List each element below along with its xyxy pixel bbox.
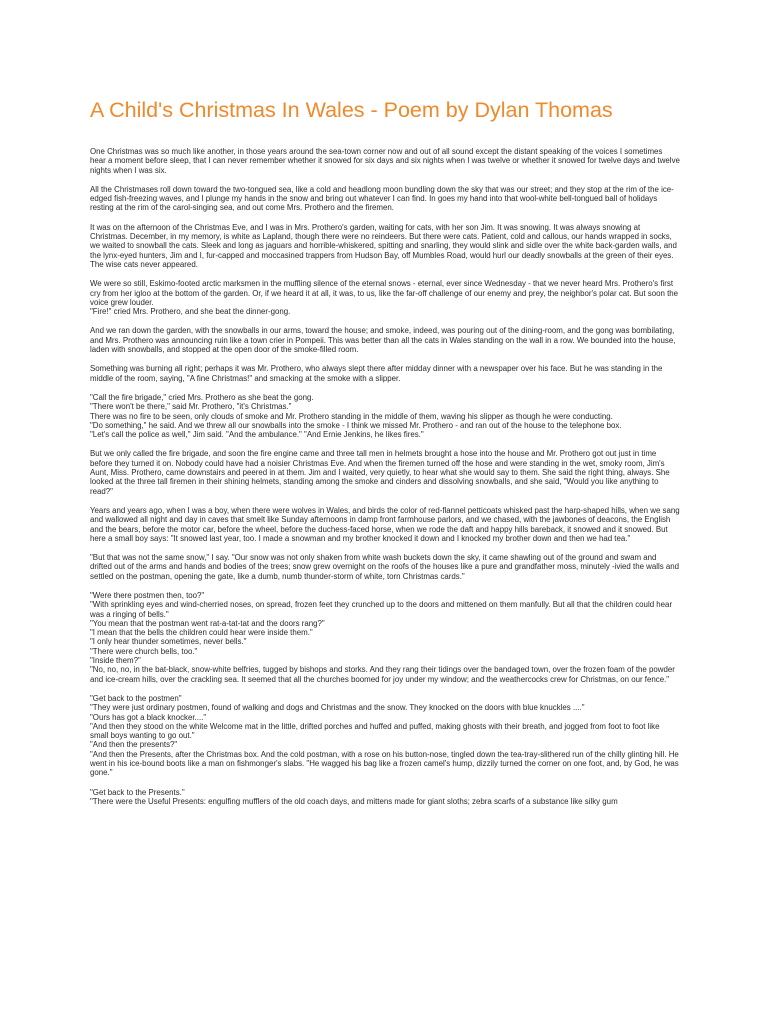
paragraph-line: It was on the afternoon of the Christmas Eve, and I was in Mrs. Prothero's garden, waiting for cats, with her son Jim. It was snowing. It was always snowing at Christmas. December, in my memory, is white as Lapland, though there were no reindeers. But there were cats. Patient, cold and callous, our hands wrapped in socks, we waited to snowball the cats. Sleek and long as jaguars and horrible-whiskered, spitting and snarling, they would slink and sidle over the white back-garden walls, and the lynx-eyed hunters, Jim and I, fur-capped and moccasined trappers from Hudson Bay, off Mumbles Road, would hurl our deadly snowballs at the green of their eyes. The wise cats never appeared. — [90, 222, 680, 269]
poem-paragraph — [90, 506, 680, 543]
paragraph-line: "And then the Presents, after the Christmas box. And the cold postman, with a rose on his button-nose, tingled down the tea-tray-slithered run of the chilly glinting hill. He went in his ice-bound boots like a man on fishmonger's slabs. "He wagged his bag like a frozen camel's hump, dizzily turned the corner on one foot, and, by God, he was gone." — [90, 749, 681, 778]
paragraph-line: "I mean that the bells the children could hear were inside them." — [90, 628, 313, 638]
paragraph-line: "I only hear thunder sometimes, never bells." — [90, 637, 247, 647]
paragraph-line: "Call the fire brigade," cried Mrs. Prothero as she beat the gong. — [90, 392, 314, 402]
paragraph-line: "They were just ordinary postmen, found of walking and dogs and Christmas and the snow. They knocked on the doors with blue knuckles ...." — [90, 703, 585, 713]
page-title: A Child's Christmas In Wales - Poem by Dylan Thomas — [90, 98, 613, 122]
paragraph-line: "You mean that the postman went rat-a-tat-tat and the doors rang?" — [90, 618, 325, 628]
paragraph-line: "Get back to the postmen" — [90, 693, 182, 703]
poem-paragraph — [90, 553, 680, 581]
paragraph-line: "No, no, no, in the bat-black, snow-white belfries, tugged by bishops and storks. And they rang their tidings over the bandaged town, over the frozen foam of the powder and ice-cream hills, over the crackling sea. It seemed that all the churches boomed for joy under my window; and the weathercocks crew for Christmas, on our fence." — [90, 665, 678, 684]
paragraph-line: "Were there postmen then, too?" — [90, 590, 205, 600]
poem-paragraph — [90, 147, 683, 175]
poem-paragraph — [90, 326, 680, 354]
paragraph-line: "Inside them?" — [90, 656, 141, 666]
poem-paragraph — [90, 591, 680, 684]
poem-paragraph — [90, 449, 680, 495]
paragraph-line: "Fire!" cried Mrs. Prothero, and she beat the dinner-gong. — [90, 307, 291, 317]
paragraph-line: But we only called the fire brigade, and soon the fire engine came and three tall men in helmets brought a hose into the house and Mr. Prothero got out just in time before they turned it on. Nobody could have had a noisier Christmas Eve. And when the firemen turned off the hose and were standing in the wet, smoky room, Jim's Aunt, Miss. Prothero, came downstairs and peered in at them. Jim and I waited, very quietly, to hear what she would say to them. She said the right thing, always. She looked at the three tall firemen in their shining helmets, standing among the smoke and cinders and dissolving snowballs, and she said, "Would you like anything to read?" — [90, 449, 672, 496]
poem-paragraph — [90, 223, 680, 269]
paragraph-line: "Ours has got a black knocker...." — [90, 712, 207, 722]
paragraph-line: "There were the Useful Presents: engulfing mufflers of the old coach days, and mittens made for giant sloths; zebra scarfs of a substance like silky gum — [90, 796, 618, 806]
paragraph-line: "There won't be there," said Mr. Prothero, "it's Christmas." — [90, 402, 292, 412]
paragraph-line: We were so still, Eskimo-footed arctic marksmen in the muffling silence of the eternal snows - eternal, ever since Wednesday - that we never heard Mrs. Prothero's first cry from her igloo at the bottom of the garden. Or, if we heard it at all, it was, to us, like the far-off challenge of our enemy and prey, the neighbor's polar cat. But soon the voice grew louder. — [90, 279, 681, 307]
paragraph-line: All the Christmases roll down toward the two-tongued sea, like a cold and headlong moon bundling down the sky that was our street; and they stop at the rim of the ice-edged fish-freezing waves, and I plunge my hands in the snow and bring out whatever I can find. In goes my hand into that wool-white bell-tongued ball of holidays resting at the rim of the carol-singing sea, and out come Mrs. Prothero and the firemen. — [90, 184, 674, 213]
poem-paragraph — [90, 279, 680, 316]
paragraph-line: And we ran down the garden, with the snowballs in our arms, toward the house; and smoke, indeed, was pouring out of the dining-room, and the gong was bombilating, and Mrs. Prothero was announcing ruin like a town crier in Pompeii. This was better than all the cats in Wales standing on the wall in a row. We bounded into the house, laden with snowballs, and stopped at the open door of the smoke-filled room. — [90, 326, 678, 355]
poem-body — [90, 147, 683, 806]
paragraph-line: Something was burning all right; perhaps it was Mr. Prothero, who always slept there after midday dinner with a newspaper over his face. But he was standing in the middle of the room, saying, "A fine Christmas!" and smacking at the smoke with a slipper. — [90, 364, 665, 383]
paragraph-line: "There were church bells, too." — [90, 646, 198, 656]
poem-paragraph — [90, 694, 680, 778]
paragraph-line: There was no fire to be seen, only clouds of smoke and Mr. Prothero standing in the middle of them, waving his slipper as though he were conducting. — [90, 411, 613, 421]
poem-paragraph — [90, 185, 680, 213]
poem-paragraph — [90, 393, 680, 439]
paragraph-line: "But that was not the same snow," I say. "Our snow was not only shaken from white wash buckets down the sky, it came shawling out of the ground and swam and drifted out of the arms and hands and bodies of the trees; snow grew overnight on the roofs of the houses like a pure and grandfather moss, minutely -ivied the walls and settled on the postman, opening the gate, like a dumb, numb thunder-storm of white, torn Christmas cards." — [90, 553, 682, 581]
paragraph-line: "And then they stood on the white Welcome mat in the little, drifted porches and huffed and puffed, making ghosts with their breath, and jogged from foot to foot like small boys wanting to go out." — [90, 721, 662, 741]
paragraph-line: Years and years ago, when I was a boy, when there were wolves in Wales, and birds the color of red-flannel petticoats whisked past the harp-shaped hills, when we sang and wallowed all night and day in caves that smelt like Sunday afternoons in damp front farmhouse parlors, and we chased, with the jawbones of deacons, the English and the bears, before the motor car, before the wheel, before the duchess-faced horse, when we rode the daft and happy hills bareback, it snowed and it snowed. But here a small boy says: "It snowed last year, too. I made a snowman and my brother knocked it down and I knocked my brother down and then we had tea." — [90, 505, 682, 543]
paragraph-line: "Do something," he said. And we threw all our snowballs into the smoke - I think we missed Mr. Prothero - and ran out of the house to the telephone box. — [90, 420, 622, 430]
paragraph-line: "Get back to the Presents." — [90, 787, 185, 797]
paragraph-line: "Let's call the police as well," Jim said. "And the ambulance." "And Ernie Jenkins, he likes fires." — [90, 430, 424, 440]
poem-paragraph — [90, 788, 680, 807]
paragraph-line: "With sprinkling eyes and wind-cherried noses, on spread, frozen feet they crunched up to the doors and mittened on them manfully. But all that the children could hear was a ringing of bells." — [90, 600, 675, 619]
paragraph-line: "And then the presents?" — [90, 740, 178, 750]
paragraph-line: One Christmas was so much like another, in those years around the sea-town corner now and out of all sound except the distant speaking of the voices I sometimes hear a moment before sleep, that I can never remember whether it snowed for six days and six nights when I was twelve or whether it snowed for twelve days and twelve nights when I was six. — [90, 147, 683, 175]
poem-paragraph — [90, 364, 680, 383]
